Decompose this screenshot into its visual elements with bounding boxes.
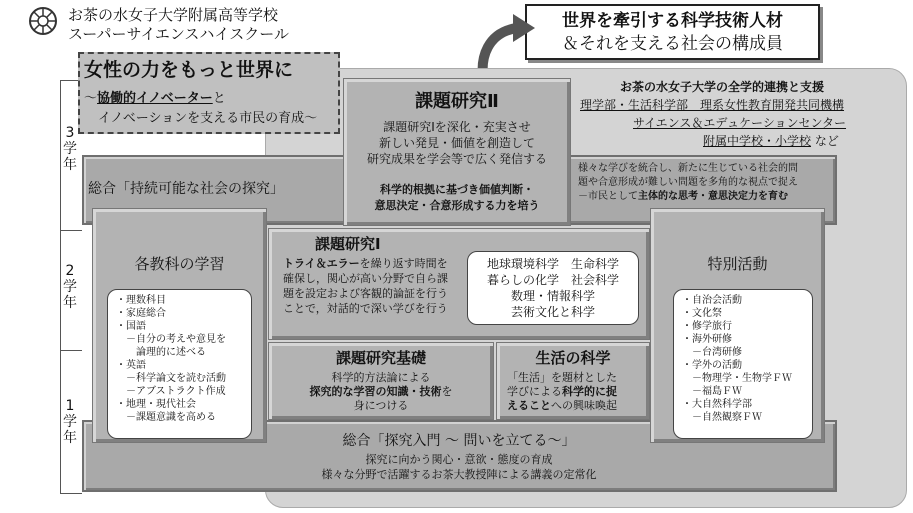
subjects-list: [107, 289, 252, 439]
subjects-item: －アブストラクト作成: [116, 386, 226, 397]
special-item: ・海外研修: [682, 334, 732, 345]
kadai1-field: 数理・情報科学: [510, 289, 595, 303]
kadai2-title: 課題研究Ⅱ: [415, 91, 499, 112]
special-panel: [650, 208, 825, 443]
motto-box: [78, 52, 340, 134]
motto-line3: イノベーションを支える市民の育成～: [98, 111, 318, 126]
special-item: ・修学旅行: [682, 321, 732, 332]
subjects-item: －課題意識を高める: [116, 412, 216, 423]
kadai2-line: 課題研究Ⅰを深化・充実させ: [383, 120, 531, 134]
kadai2-bold1: 科学的根拠に基づき価値判断・: [380, 183, 534, 196]
seikatsu-panel: [496, 342, 650, 420]
subjects-item: ・国語: [116, 321, 146, 332]
kadai1-p4: ことで，対話的で深い学びを行う: [283, 302, 448, 315]
special-item: ・文化祭: [682, 308, 722, 319]
subjects-title: 各教科の学習: [134, 255, 225, 273]
seikatsu-line3: えることへの興味喚起: [507, 399, 617, 412]
special-item: －福島ＦＷ: [682, 386, 742, 397]
kadai1-p3: 題を設定および客観的論証を行う: [283, 287, 448, 300]
special-item: －台湾研修: [682, 347, 742, 358]
special-item: －物理学・生物学ＦＷ: [682, 373, 792, 384]
integrate-line2: 題や合意形成が難しい問題を多角的な視点で捉え: [578, 177, 798, 188]
subjects-panel: [92, 208, 267, 443]
sogo1-title: 総合「探究入門 ～ 問いを立てる～」: [342, 433, 576, 449]
subjects-item: ・家庭総合: [116, 308, 166, 319]
school-emblem-icon: [28, 6, 58, 36]
grade-divider: [60, 230, 82, 231]
sogo1-line1: 探究に向かう関心・意欲・態度の育成: [365, 453, 553, 466]
motto-line2: ～協働的イノベーターと: [84, 91, 226, 106]
integrate-line1: 様々な学びを統合し、新たに生じている社会的問: [578, 163, 798, 174]
kadai1-p1: トライ＆エラーを繰り返す時間を: [283, 257, 448, 270]
seikatsu-line2: 学びによる科学的に捉: [507, 385, 617, 398]
school-name: お茶の水女子大学附属高等学校: [68, 6, 279, 24]
subjects-item: ・地理・現代社会: [116, 399, 196, 410]
kiso-title: 課題研究基礎: [335, 349, 426, 367]
subjects-item: 論理的に述べる: [116, 347, 206, 358]
kadai2-line: 新しい発見・価値を創造して: [378, 136, 535, 150]
integrate-line3: －市民として主体的な思考・意思決定力を育む: [578, 191, 788, 202]
seikatsu-line1: 「生活」を題材とした: [507, 371, 617, 384]
special-item: ・学外の活動: [682, 360, 742, 371]
kadai1-panel: [268, 228, 650, 340]
kadai1-field: 暮らしの化学 社会科学: [486, 273, 619, 287]
kadai1-title: 課題研究Ⅰ: [315, 235, 381, 253]
support-title: お茶の水女子大学の全学的連携と支援: [620, 80, 825, 94]
kadai2-panel: [343, 78, 571, 226]
kiso-line2: 探究的な学習の知識・技術を: [309, 385, 453, 398]
motto-title: 女性の力をもっと世界に: [84, 59, 294, 81]
support-line3: 附属中学校・小学校 など: [703, 134, 839, 148]
goal-line1: 世界を牽引する科学技術人材: [562, 11, 783, 31]
sogo1-line2: 様々な分野で活躍するお茶大教授陣による講義の定常化: [321, 468, 597, 481]
special-item: ・大自然科学部: [682, 399, 752, 410]
grade-3-label: 3学年: [63, 125, 77, 173]
sogo3-label: 総合「持続可能な社会の探究」: [88, 181, 284, 197]
grade-divider: [60, 350, 82, 351]
kadai1-field: 芸術文化と科学: [510, 305, 595, 319]
subjects-item: ・英語: [116, 360, 146, 371]
kadai1-field: 地球環境科学 生命科学: [486, 257, 619, 271]
subjects-item: －科学論文を読む活動: [116, 373, 226, 384]
kiso-line3: 身につける: [353, 399, 409, 412]
subjects-item: ・理数科目: [116, 295, 166, 306]
special-item: －自然観察ＦＷ: [682, 412, 762, 423]
kiso-panel: [268, 342, 494, 420]
grade-1-label: 1学年: [63, 398, 77, 446]
subjects-item: －自分の考えや意見を: [116, 334, 226, 345]
goal-line2: ＆それを支える社会の構成員: [562, 34, 783, 54]
program-name: スーパーサイエンスハイスクール: [68, 25, 289, 43]
seikatsu-title: 生活の科学: [535, 349, 611, 367]
special-list: [673, 289, 813, 439]
support-line2: サイエンス＆エデュケーションセンター: [633, 116, 847, 130]
grade-2-label: 2学年: [63, 263, 77, 311]
kadai1-fields: [467, 251, 639, 325]
goal-box: [525, 4, 820, 60]
special-title: 特別活動: [707, 255, 768, 273]
kadai2-bold2: 意思決定・合意形成する力を培う: [374, 199, 540, 212]
kadai1-p2: 確保し，関心が高い分野で自ら課: [283, 272, 448, 285]
kadai2-line: 研究成果を学会等で広く発信する: [366, 152, 547, 166]
special-item: ・自治会活動: [682, 295, 742, 306]
kiso-line1: 科学的方法論による: [331, 371, 431, 384]
support-line1: 理学部・生活科学部 理系女性教育開発共同機構: [580, 98, 845, 112]
